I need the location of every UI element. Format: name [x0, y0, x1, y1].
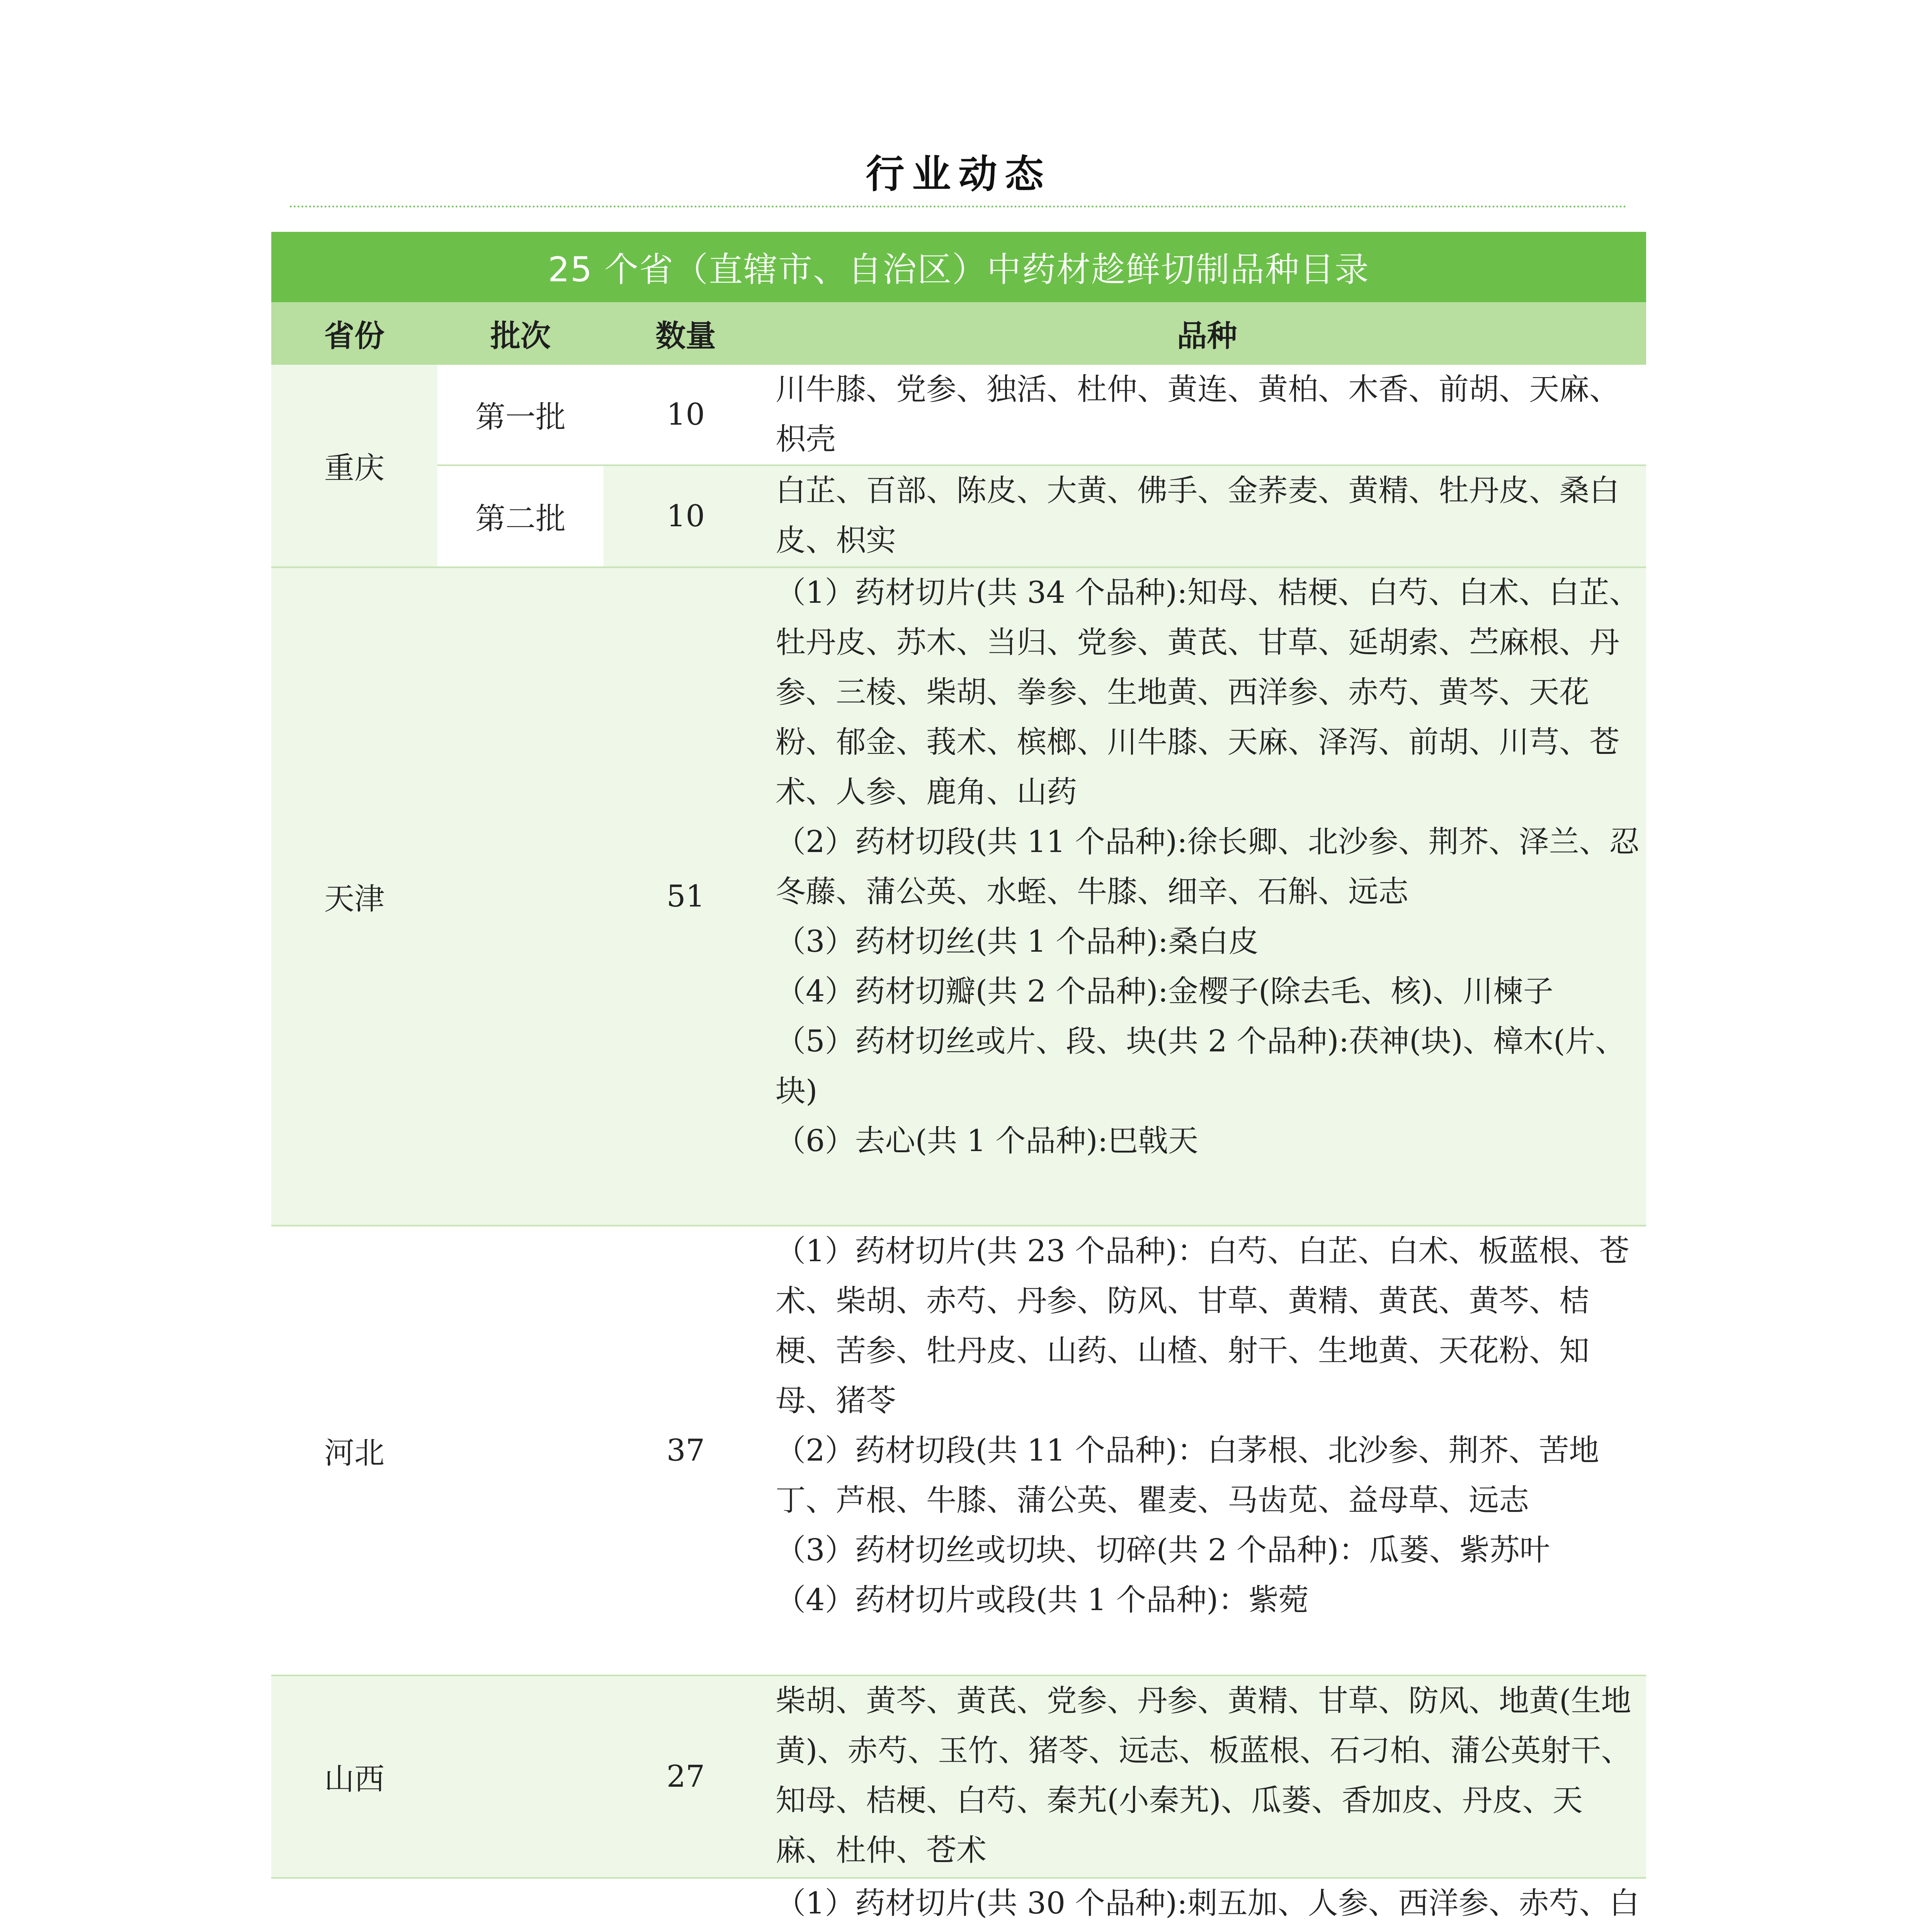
- varieties-line: （1）药材切片(共 34 个品种):知母、桔梗、白芍、白术、白芷、牡丹皮、苏木、当归、党参、黄芪、甘草、延胡索、苎麻根、丹参、三棱、柴胡、拳参、生地黄、西洋参、赤芍、黄芩、天花粉、郁金、莪术、槟榔、川牛膝、天麻、泽泻、前胡、川芎、苍术、人参、鹿角、山药: [776, 575, 1640, 810]
- table-header-row: [271, 302, 1646, 365]
- varieties-line: 白芷、百部、陈皮、大黄、佛手、金荞麦、黄精、牡丹皮、桑白皮、枳实: [776, 473, 1620, 558]
- table-row-group-hebei: [271, 1226, 1646, 1676]
- batch-cell: [437, 568, 604, 1225]
- table-row-group-heilongjiang: [271, 1879, 1646, 1932]
- batch-cell: 第二批: [437, 466, 604, 566]
- varieties-cell: [768, 466, 1646, 566]
- table-row: [437, 365, 1646, 464]
- province-cell: [271, 1879, 437, 1932]
- table-row: [437, 568, 1646, 1225]
- table-row: [437, 464, 1646, 566]
- count-cell: 27: [666, 1759, 705, 1794]
- province-cell: 天津: [324, 882, 384, 917]
- count-cell: 10: [604, 466, 768, 566]
- table-row-group-chongqing: [271, 365, 1646, 568]
- varieties-line: （4）药材切瓣(共 2 个品种):金樱子(除去毛、核)、川楝子: [776, 974, 1553, 1009]
- varieties-cell: [768, 1879, 1646, 1932]
- varieties-line: （6）去心(共 1 个品种):巴戟天: [776, 1124, 1198, 1158]
- count-cell: 37: [666, 1433, 705, 1468]
- varieties-line: （2）药材切段(共 11 个品种)：白茅根、北沙参、荆芥、苦地丁、芦根、牛膝、蒲公英、瞿麦、马齿苋、益母草、远志: [776, 1433, 1599, 1518]
- table-row: [437, 1676, 1646, 1877]
- table-row: [437, 1879, 1646, 1932]
- varieties-cell: [768, 1226, 1646, 1675]
- varieties-line: （1）药材切片(共 30 个品种):刺五加、人参、西洋参、赤芍、白: [776, 1886, 1640, 1921]
- varieties-cell: [768, 568, 1646, 1225]
- header-divider: [290, 206, 1627, 207]
- table-row-group-shanxi: [271, 1676, 1646, 1879]
- batch-cell: 第一批: [475, 400, 566, 435]
- batch-cell: [437, 1226, 604, 1675]
- varieties-line: （3）药材切丝(共 1 个品种):桑白皮: [776, 924, 1259, 959]
- table-title: 25 个省（直辖市、自治区）中药材趁鲜切制品种目录: [271, 232, 1646, 302]
- count-cell: [604, 1879, 768, 1932]
- varieties-table: [271, 232, 1646, 1932]
- province-cell: 河北: [324, 1436, 384, 1471]
- count-cell: 51: [666, 879, 705, 914]
- batch-cell: [437, 1879, 604, 1932]
- varieties-cell: [768, 1676, 1646, 1877]
- column-header-province: 省份: [324, 319, 384, 354]
- varieties-line: 柴胡、黄芩、黄芪、党参、丹参、黄精、甘草、防风、地黄(生地黄)、赤芍、玉竹、猪苓、远志、板蓝根、石刁柏、蒲公英射干、知母、桔梗、白芍、秦艽(小秦艽)、瓜蒌、香加皮、丹皮、天麻、杜仲、苍术: [776, 1684, 1631, 1868]
- varieties-line: （2）药材切段(共 11 个品种):徐长卿、北沙参、荆芥、泽兰、忍冬藤、蒲公英、水蛭、牛膝、细辛、石斛、远志: [776, 825, 1640, 909]
- province-cell: 重庆: [271, 365, 437, 566]
- varieties-cell: [768, 365, 1646, 464]
- varieties-line: （4）药材切片或段(共 1 个品种)：紫菀: [776, 1583, 1309, 1617]
- varieties-line: 川牛膝、党参、独活、杜仲、黄连、黄柏、木香、前胡、天麻、枳壳: [776, 372, 1620, 457]
- province-cell: 山西: [324, 1762, 384, 1797]
- table-row: [437, 1226, 1646, 1675]
- varieties-line: （1）药材切片(共 23 个品种)：白芍、白芷、白术、板蓝根、苍术、柴胡、赤芍、丹参、防风、甘草、黄精、黄芪、黄芩、桔梗、苦参、牡丹皮、山药、山楂、射干、生地黄、天花粉、知母、猪苓: [776, 1234, 1630, 1418]
- page-header-title: 行业动态: [866, 151, 1051, 197]
- column-header-count: 数量: [655, 319, 716, 354]
- varieties-line: （5）药材切丝或片、段、块(共 2 个品种):茯神(块)、樟木(片、块): [776, 1024, 1626, 1109]
- column-header-varieties: 品种: [1177, 319, 1237, 354]
- table-row-group-tianjin: [271, 568, 1646, 1226]
- count-cell: 10: [666, 397, 705, 432]
- varieties-line: （3）药材切丝或切块、切碎(共 2 个品种)：瓜蒌、紫苏叶: [776, 1533, 1550, 1568]
- batch-cell: [437, 1676, 604, 1877]
- column-header-batch: 批次: [490, 319, 551, 354]
